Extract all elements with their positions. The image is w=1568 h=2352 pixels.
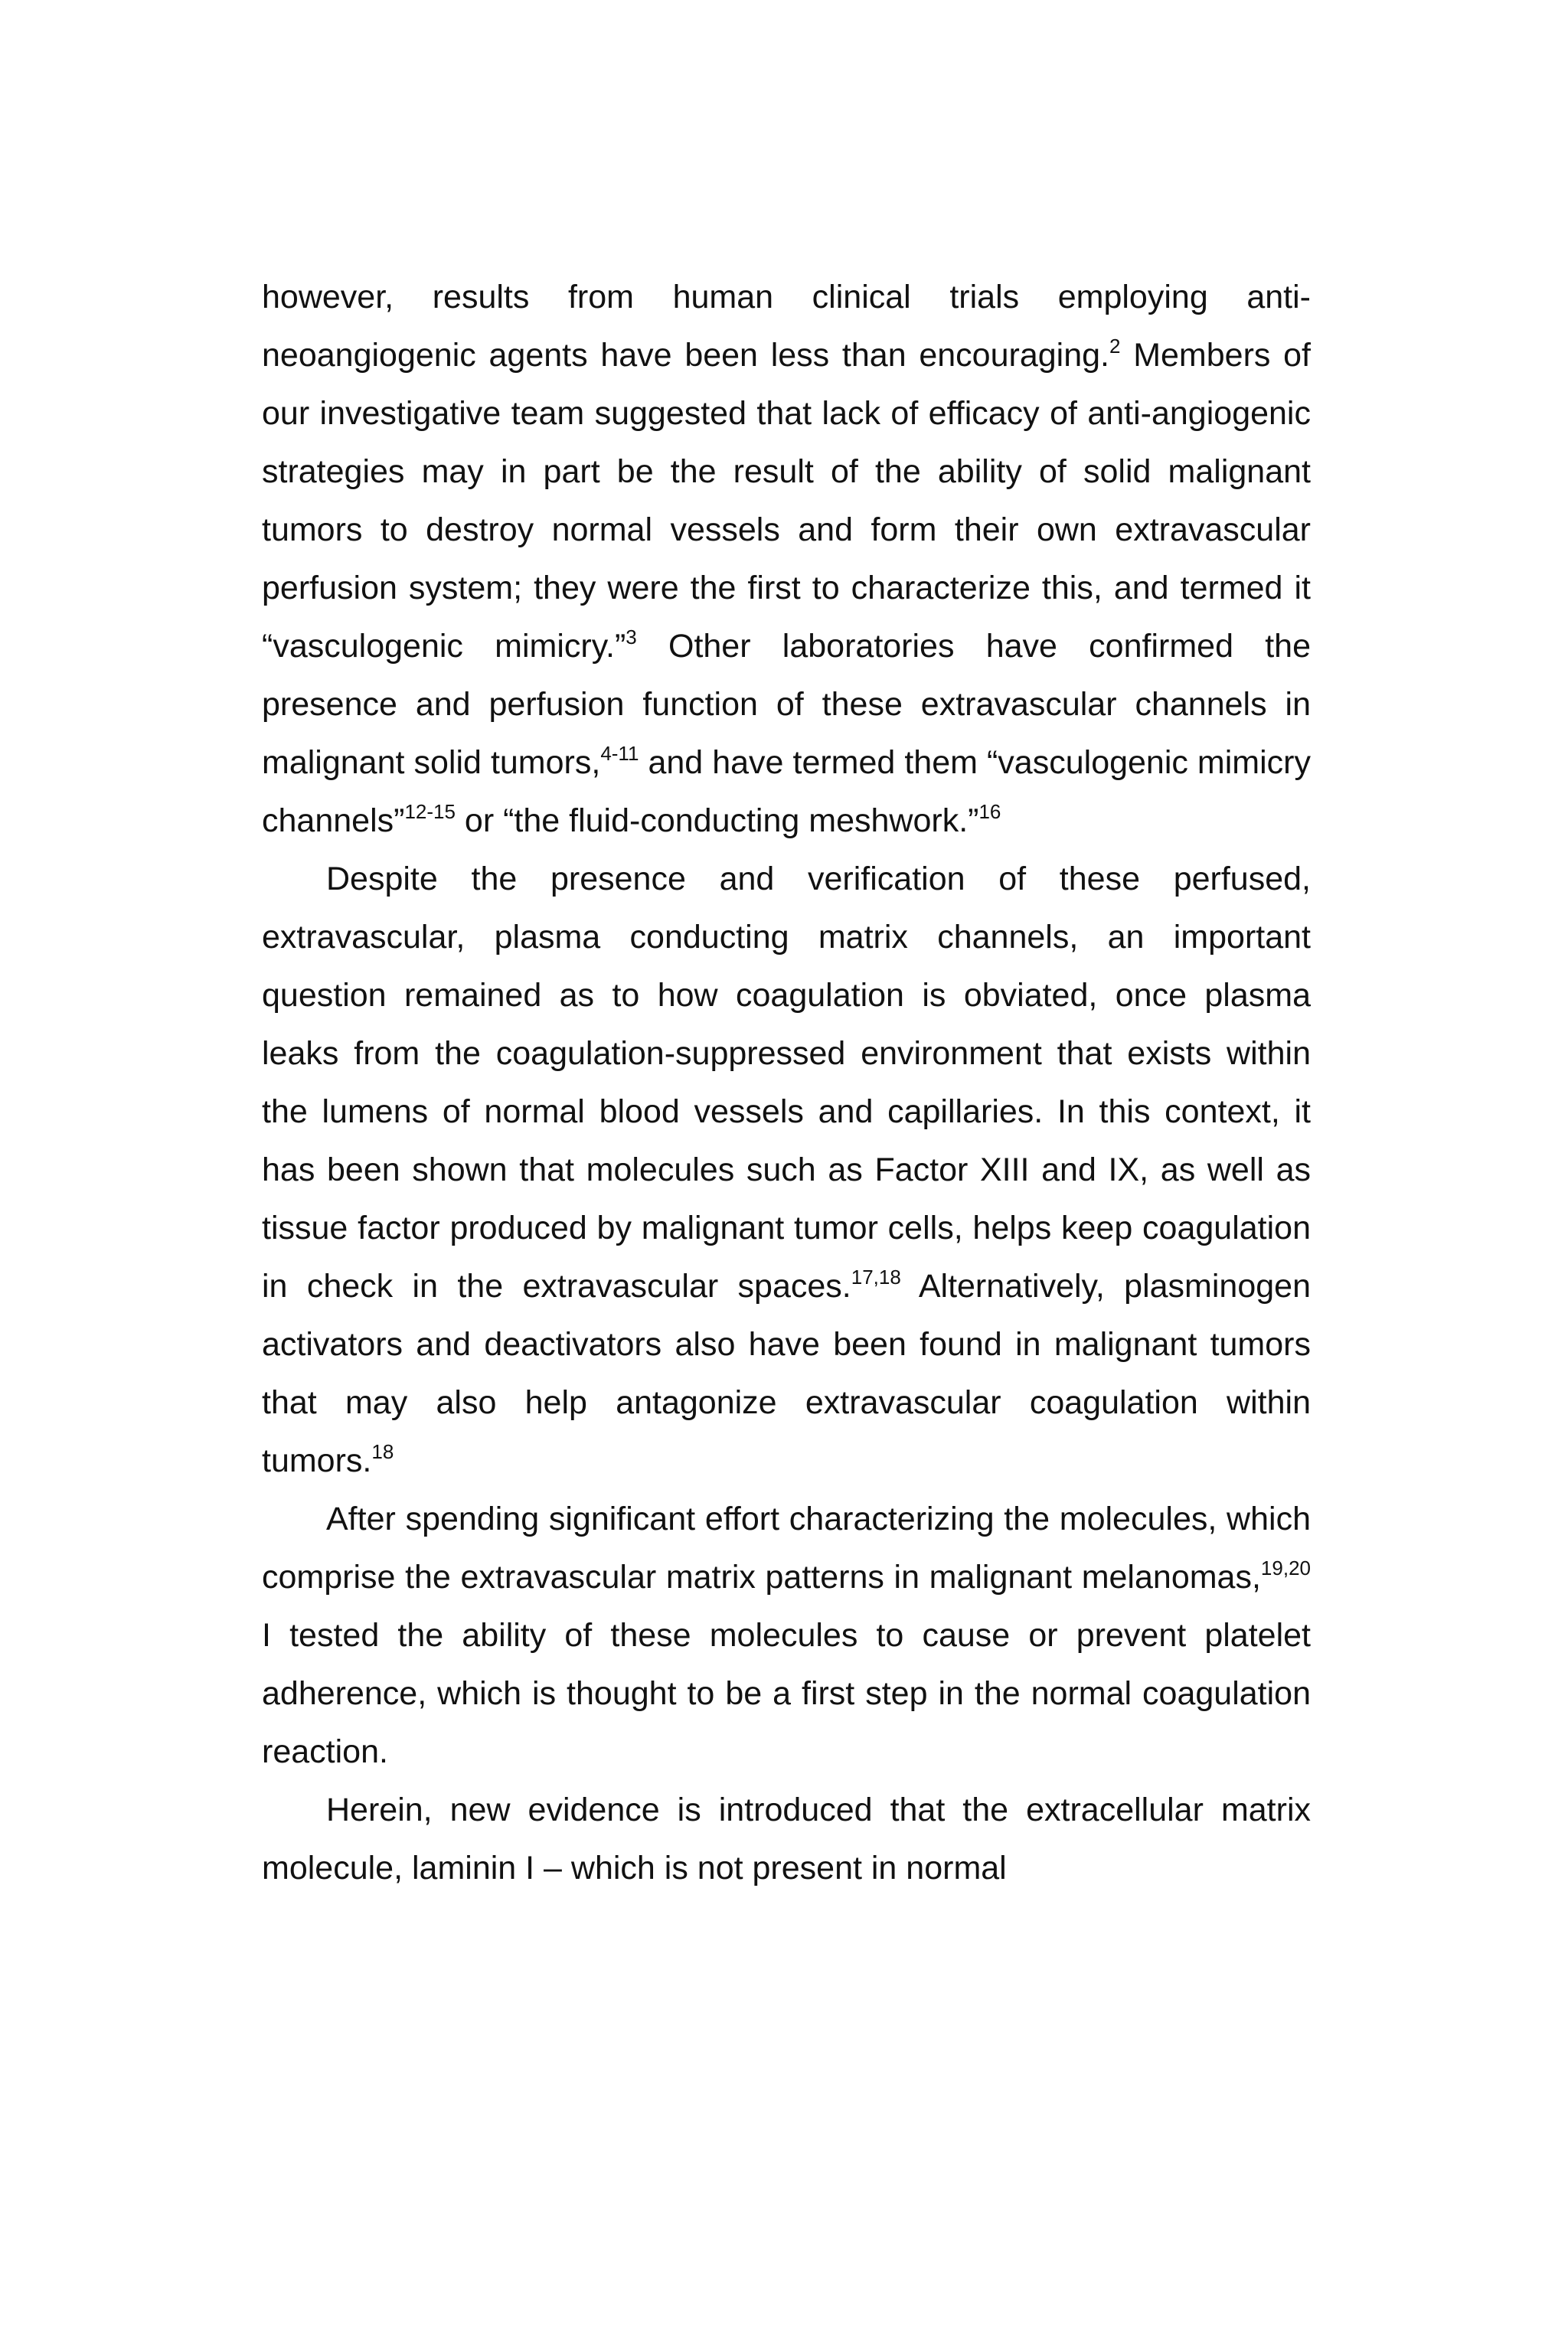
- paragraph: [262, 1490, 1311, 1781]
- text-run: I tested the ability of these molecules to cause or prevent platelet adherence, which is thought to be a first step in the normal coagulation reaction.: [262, 1617, 1311, 1770]
- text-run: Other laboratories have confirmed the presence and perfusion function of these extravascular channels in malignant solid tumors,: [262, 628, 1311, 781]
- paragraph: [262, 268, 1311, 850]
- citation-superscript: 18: [371, 1439, 394, 1463]
- text-run: Members of our investigative team suggested that lack of efficacy of anti-angiogenic strategies may in part be the result of the ability of solid malignant tumors to destroy normal vessels and form their own extravascular perfusion system; they were the first to characterize this, and termed it “vasculogenic mimicry.”: [262, 337, 1311, 665]
- citation-superscript: 2: [1109, 334, 1121, 358]
- text-run: After spending significant effort characterizing the molecules, which comprise the extravascular matrix patterns in malignant melanomas,: [262, 1501, 1311, 1596]
- text-run: and have termed them “vasculogenic mimicry channels”: [262, 744, 1311, 839]
- citation-superscript: 19,20: [1260, 1556, 1311, 1579]
- text-run: however, results from human clinical trials employing anti-neoangiogenic agents have been less than encouraging.: [262, 279, 1311, 374]
- citation-superscript: 16: [978, 799, 1001, 823]
- text-run: Alternatively, plasminogen activators and deactivators also have been found in malignant tumors that may also help antagonize extravascular coagulation within tumors.: [262, 1268, 1311, 1479]
- citation-superscript: 4-11: [600, 741, 639, 765]
- paragraph: [262, 850, 1311, 1490]
- text-run: or “the fluid-conducting meshwork.”: [455, 802, 979, 839]
- paragraph: [262, 1781, 1311, 1897]
- text-run: Despite the presence and verification of these perfused, extravascular, plasma conducting matrix channels, an important question remained as to how coagulation is obviated, once plasma leaks from the coagulation-suppressed environment that exists within the lumens of normal blood vessels and capillaries. In this context, it has been shown that molecules such as Factor XIII and IX, as well as tissue factor produced by malignant tumor cells, helps keep coagulation in check in the extravascular spaces.: [262, 861, 1311, 1305]
- body-text: [262, 268, 1311, 1897]
- citation-superscript: 17,18: [851, 1265, 901, 1289]
- citation-superscript: 12-15: [404, 799, 456, 823]
- text-run: Herein, new evidence is introduced that the extracellular matrix molecule, laminin I – which is not present in normal: [262, 1792, 1311, 1886]
- citation-superscript: 3: [626, 625, 637, 648]
